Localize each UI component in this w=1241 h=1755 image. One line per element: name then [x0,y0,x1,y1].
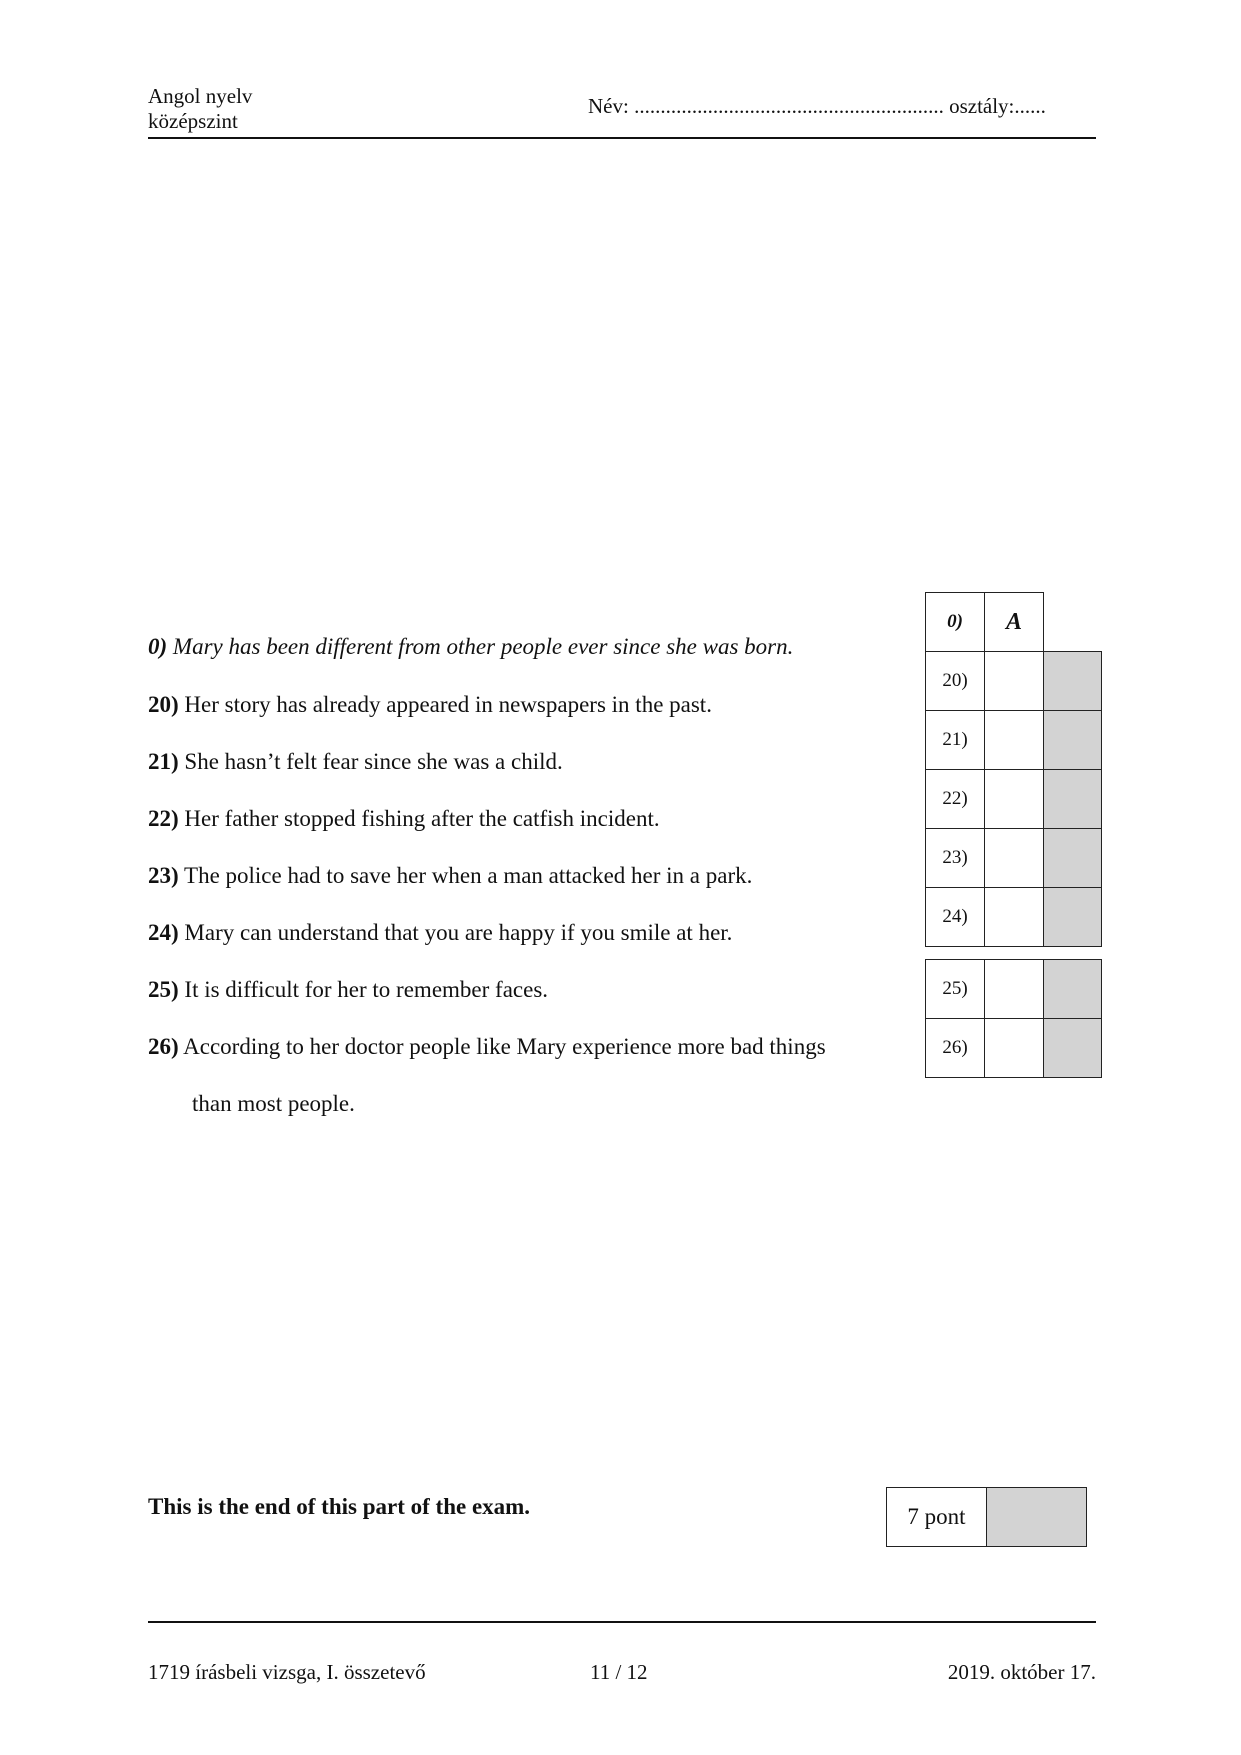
answer-input-22[interactable] [984,769,1044,829]
statement-number: 25) [148,977,179,1002]
answer-input-23[interactable] [984,828,1044,888]
statement-text: According to her doctor people like Mary experience more bad things [183,1034,826,1059]
answer-input-20[interactable] [984,651,1044,711]
statement-number: 24) [148,920,179,945]
answer-input-25[interactable] [984,959,1044,1019]
statement-23 [148,863,752,889]
answer-label-21: 21) [925,710,985,770]
answer-label-20: 20) [925,651,985,711]
statement-text: Mary can understand that you are happy if you smile at her. [184,920,733,945]
answer-label-26: 26) [925,1018,985,1078]
answer-score-26 [1043,1018,1102,1078]
statement-26 [148,1034,826,1060]
example-answer-cell: A [984,592,1044,652]
answer-input-24[interactable] [984,887,1044,947]
answer-score-24 [1043,887,1102,947]
statement-text: Mary has been different from other people ever since she was born. [172,634,794,659]
answer-label-23: 23) [925,828,985,888]
answer-score-23 [1043,828,1102,888]
statement-text: Her father stopped fishing after the catfish incident. [184,806,660,831]
statement-number: 23) [148,863,179,888]
answer-score-22 [1043,769,1102,829]
statement-number: 20) [148,692,179,717]
statement-22 [148,806,660,832]
statement-text: The police had to save her when a man attacked her in a park. [184,863,753,888]
answer-label-22: 22) [925,769,985,829]
statement-26-continuation: than most people. [192,1091,355,1116]
answer-label-25: 25) [925,959,985,1019]
footer-page-number: 11 / 12 [590,1660,648,1684]
answer-input-26[interactable] [984,1018,1044,1078]
header-divider [148,137,1096,139]
answer-label-24: 24) [925,887,985,947]
footer-date: 2019. október 17. [947,1660,1096,1684]
score-box-value[interactable] [986,1487,1087,1547]
footer-divider [148,1621,1096,1623]
statement-number: 26) [148,1034,179,1059]
subject-level: középszint [148,109,238,133]
example-label-cell: 0) [925,592,985,652]
statement-text: It is difficult for her to remember faces. [184,977,549,1002]
answer-score-21 [1043,710,1102,770]
name-class-field: Név: ........................................................... osztály:...... [588,94,1046,118]
answer-input-21[interactable] [984,710,1044,770]
statement-number: 0) [148,634,168,659]
statement-21 [148,749,563,775]
statement-number: 21) [148,749,179,774]
statement-24 [148,920,732,946]
answer-score-25 [1043,959,1102,1019]
statement-text: She hasn’t felt fear since she was a child. [184,749,563,774]
score-box-label: 7 pont [886,1487,987,1547]
statement-25 [148,977,548,1003]
end-of-part-text: This is the end of this part of the exam. [148,1494,531,1519]
header-subject [148,84,252,134]
statement-20 [148,692,712,718]
subject-name: Angol nyelv [148,84,253,108]
statement-number: 22) [148,806,179,831]
statement-example [148,634,793,660]
footer-exam-code: 1719 írásbeli vizsga, I. összetevő [148,1660,426,1684]
statement-text: Her story has already appeared in newspapers in the past. [184,692,712,717]
answer-score-20 [1043,651,1102,711]
